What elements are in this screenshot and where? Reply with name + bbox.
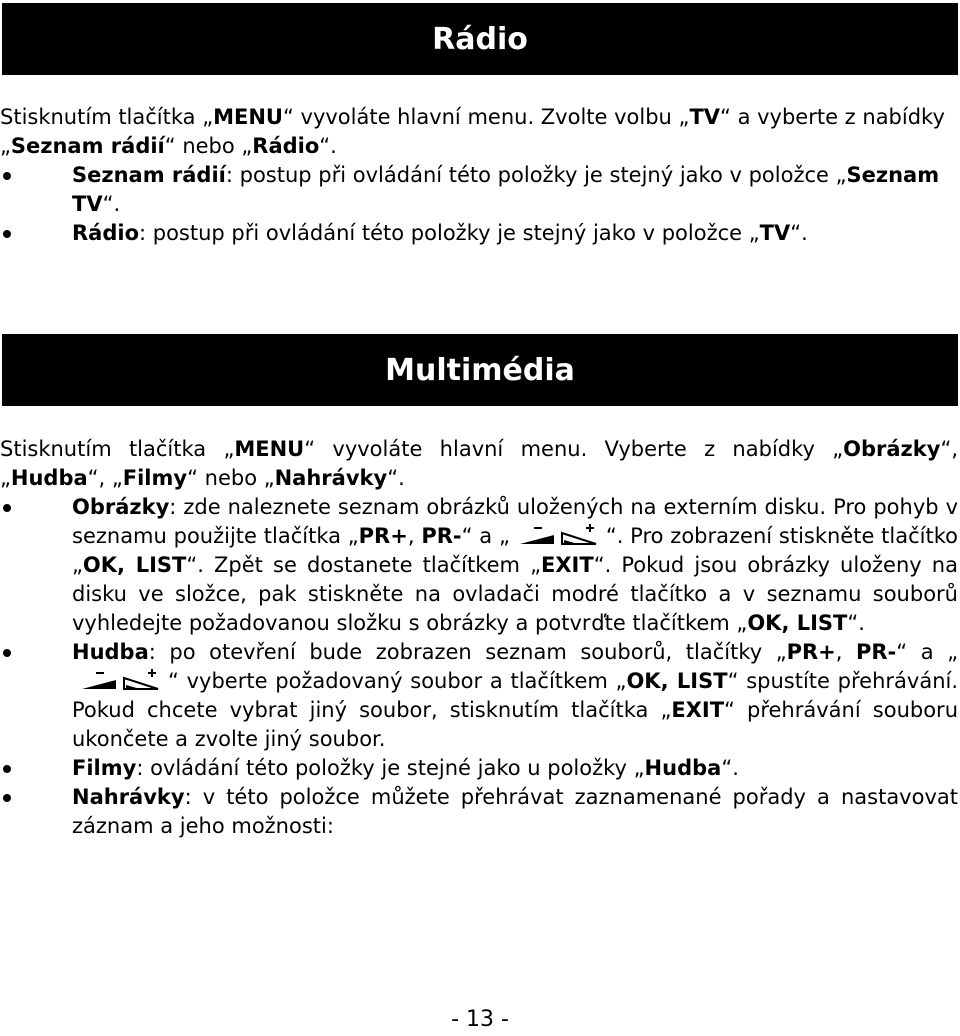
list-item: Rádio: postup při ovládání této položky je stejný jako v položce „TV“. xyxy=(0,219,958,248)
list-item-obrazky: Obrázky: zde naleznete seznam obrázků uložených na externím disku. Pro pohyb v seznamu použijte tlačítka „PR+, PR-“ a „ “. Pro zobrazení stiskněte tlačítko „OK, LIST“. Zpět se dostanete tlačítkem „EXIT“. Pokud jsou obrázky uloženy na disku ve složce, pak stiskněte na ovladači modré tlačítko a v seznamu souborů vyhledejte požadovanou složku s obrázky a potvrďte tlačítkem „OK, LIST“. xyxy=(0,493,958,638)
volume-minus-plus-icon xyxy=(78,669,162,691)
bullet-icon xyxy=(3,649,11,657)
section-title-multimedia: Multimédia xyxy=(385,352,575,388)
bullet-icon xyxy=(3,504,11,512)
bullet-icon xyxy=(3,765,11,773)
list-item-filmy: Filmy: ovládání této položky je stejné jako u položky „Hudba“. xyxy=(0,754,958,783)
section-header-multimedia xyxy=(2,334,958,406)
volume-minus-plus-icon xyxy=(516,524,600,546)
radio-bullet-list xyxy=(0,161,958,248)
bullet-icon xyxy=(3,794,11,802)
list-item-hudba: Hudba: po otevření bude zobrazen seznam souborů, tlačítky „PR+, PR-“ a „“ vyberte požadovaný soubor a tlačítkem „OK, LIST“ spustíte přehrávání. Pokud chcete vybrat jiný soubor, stisknutím tlačítka „EXIT“ přehrávání souboru ukončete a zvolte jiný soubor. xyxy=(0,638,958,754)
page-number: - 13 - xyxy=(451,1007,509,1032)
bullet-icon xyxy=(3,230,11,238)
list-item-nahravky: Nahrávky: v této položce můžete přehrávat zaznamenané pořady a nastavovat záznam a jeho možnosti: xyxy=(0,783,958,841)
radio-intro-paragraph: Stisknutím tlačítka „MENU“ vyvoláte hlavní menu. Zvolte volbu „TV“ a vyberte z nabídky „Seznam rádií“ nebo „Rádio“. xyxy=(0,105,945,158)
section-title-radio: Rádio xyxy=(432,21,528,57)
multimedia-bullet-list xyxy=(0,493,958,841)
bullet-icon xyxy=(3,172,11,180)
multimedia-intro-paragraph: Stisknutím tlačítka „MENU“ vyvoláte hlavní menu. Vyberte z nabídky „Obrázky“, „Hudba“, „Filmy“ nebo „Nahrávky“. xyxy=(0,437,958,490)
list-item: Seznam rádií: postup při ovládání této položky je stejný jako v položce „Seznam TV“. xyxy=(0,161,958,219)
section-header-radio xyxy=(2,3,958,75)
